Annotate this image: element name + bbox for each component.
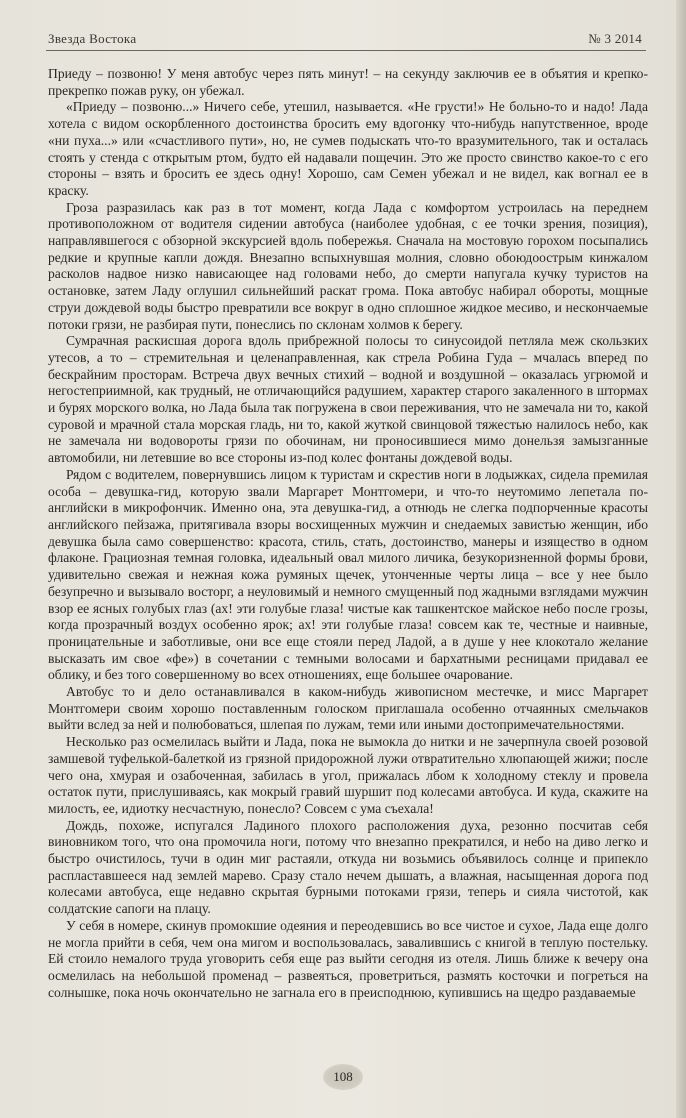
issue-number: № 3 2014 (588, 31, 642, 46)
running-header (46, 28, 646, 51)
paragraph-8: Дождь, похоже, испугался Ладиного плохого расположения духа, резонно посчитав себя виновником того, что она промочила ноги, потому что внезапно прекратился, и небо на диво легко и быстро очистилось, тучи в один миг растаяли, откуда ни возьмись объявилось солнце и припекло распластавшееся над землей марево. Сразу стало нечем дышать, а влажная, насыщенная дорога под колесами автобуса, еще недавно скрытая бурными потоками грязи, теперь и сияла чистотой, как солдатские сапоги на плацу. (48, 817, 648, 917)
paragraph-1: Приеду – позвоню! У меня автобус через пять минут! – на секунду заключив ее в объятия и крепко-прекрепко пожав руку, он убежал. (48, 66, 648, 98)
page-number: 108 (323, 1064, 363, 1090)
page-edge-shadow (676, 0, 686, 1118)
paragraph-6: Автобус то и дело останавливался в каком-нибудь живописном местечке, и мисс Маргарет Монтгомери своим хорошо поставленным голоском приглашала особенно отчаянных смельчаков выйти вслед за ней и полюбоваться, шлепая по лужам, теми или иными достопримечательностями. (48, 684, 648, 733)
paragraph-5: Рядом с водителем, повернувшись лицом к туристам и скрестив ноги в лодыжках, сидела премилая особа – девушка-гид, которую звали Маргарет Монтгомери, и что-то неутомимо лепетала по-английски в микрофончик. Именно она, эта девушка-гид, а отнюдь не слегка подпорченные красоты английского пейзажа, притягивала взоры восхищенных мужчин и снедаемых завистью женщин, ибо девушка была само совершенство: красота, стиль, стать, достоинство, манеры и изящество в одном флаконе. Грациозная темная головка, идеальный овал милого личика, безукоризненной формы брови, удивительно свежая и нежная кожа румяных щечек, утонченные черты лица – все у нее было безупречно и вызывало восторг, а неуловимый и немного смущенный под жадными взглядами мужчин взор ее ясных голубых глаз (ах! эти голубые глаза! чистые как ташкентское майское небо после грозы, когда прозрачный воздух особенно ярок; ах! эти голубые глаза! совсем как те, честные и наивные, проницательные и заботливые, они все еще стояли перед Ладой, а в душе у нее клокотало желание высказать им свое «фе») в сочетании с темными волосами и бархатными ресницами придавал ее облику, и без того совершенному во всех отношениях, еще большее очарование. (48, 466, 648, 683)
journal-title: Звезда Востока (48, 31, 137, 46)
paragraph-4: Сумрачная раскисшая дорога вдоль прибрежной полосы то синусоидой петляла меж скользких утесов, а то – стремительная и целенаправленная, как стрела Робина Гуда – мчалась вперед по бескрайним просторам. Встреча двух вечных стихий – водной и воздушной – оказалась угрюмой и негостеприимной, как трудный, не отличающийся радушием, характер старого закаленного в штормах и бурях морского волка, но Лада была так погружена в свои переживания, что не замечала ни то, какой суровой и мрачной стала морская гладь, ни то, какой жуткой свинцовой тяжестью налилось небо, как не замечала ни водовороты грязи по обочинам, ни проносившиеся мимо донельзя замызганные автомобили, ни летевшие во все стороны из-под колес фонтаны дождевой воды. (48, 333, 648, 466)
paragraph-2: «Приеду – позвоню...» Ничего себе, утешил, называется. «Не грусти!» Не больно-то и надо! Лада хотела с видом оскорбленного достоинства бросить ему вдогонку что-нибудь напутственное, вроде «ни пуха...» или «счастливого пути», но, не сумев подыскать что-то вразумительного, так и осталась стоять у стенда с открытым ртом, будто ей надавали пощечин. Это же просто свинство какое-то с его стороны – взять и бросить ее здесь одну! Хорошо, сам Семен убежал и не видел, как вогнал ее в краску. (48, 99, 648, 198)
paragraph-9: У себя в номере, скинув промокшие одеяния и переодевшись во все чистое и сухое, Лада еще долго не могла прийти в себя, чем она мигом и воспользовалась, завалившись с книгой в теплую постельку. Ей стоило немалого труда уговорить себя еще раз выйти сегодня из отеля. Лишь ближе к вечеру она осмелилась на небольшой променад – развеяться, проветриться, размять косточки и погреться на солнышке, пока ночь окончательно не загнала его в преисподнюю, купившись на щедро раздаваемые (48, 917, 648, 1000)
paragraph-3: Гроза разразилась как раз в тот момент, когда Лада с комфортом устроилась на переднем противоположном от водителя сидении автобуса (наиболее удобная, с ее точки зрения, позиция), направлявшегося с обзорной экскурсией вдоль побережья. Сначала на мостовую горохом посыпались редкие и крупные капли дождя. Внезапно вспыхнувшая молния, словно обоюдоострым кинжалом расколов надвое низко нависающее над головами небо, до смерти напугала кучку туристов на остановке, затем Ладу оглушил сильнейший раскат грома. Пока автобус набирал обороты, мощные струи дождевой воды быстро превратили все вокруг в одно сплошное жидкое месиво, и нескончаемые потоки грязи, не разбирая пути, понеслись по склонам холмов к берегу. (48, 199, 648, 332)
paragraph-7: Несколько раз осмелилась выйти и Лада, пока не вымокла до нитки и не зачерпнула своей розовой замшевой туфелькой-балеткой из грязной придорожной лужи отвратительно хлюпающей жижи; после чего она, хмурая и озабоченная, забилась в угол, прижалась лбом к холодному стеклу и провела остаток пути, прислушиваясь, как мокрый гравий шуршит под колесами автобуса. И куда, скажите на милость, ее, идиотку несчастную, понесло? Совсем с ума съехала! (48, 734, 648, 816)
page-footer (0, 1064, 686, 1104)
article-text (48, 66, 648, 1001)
